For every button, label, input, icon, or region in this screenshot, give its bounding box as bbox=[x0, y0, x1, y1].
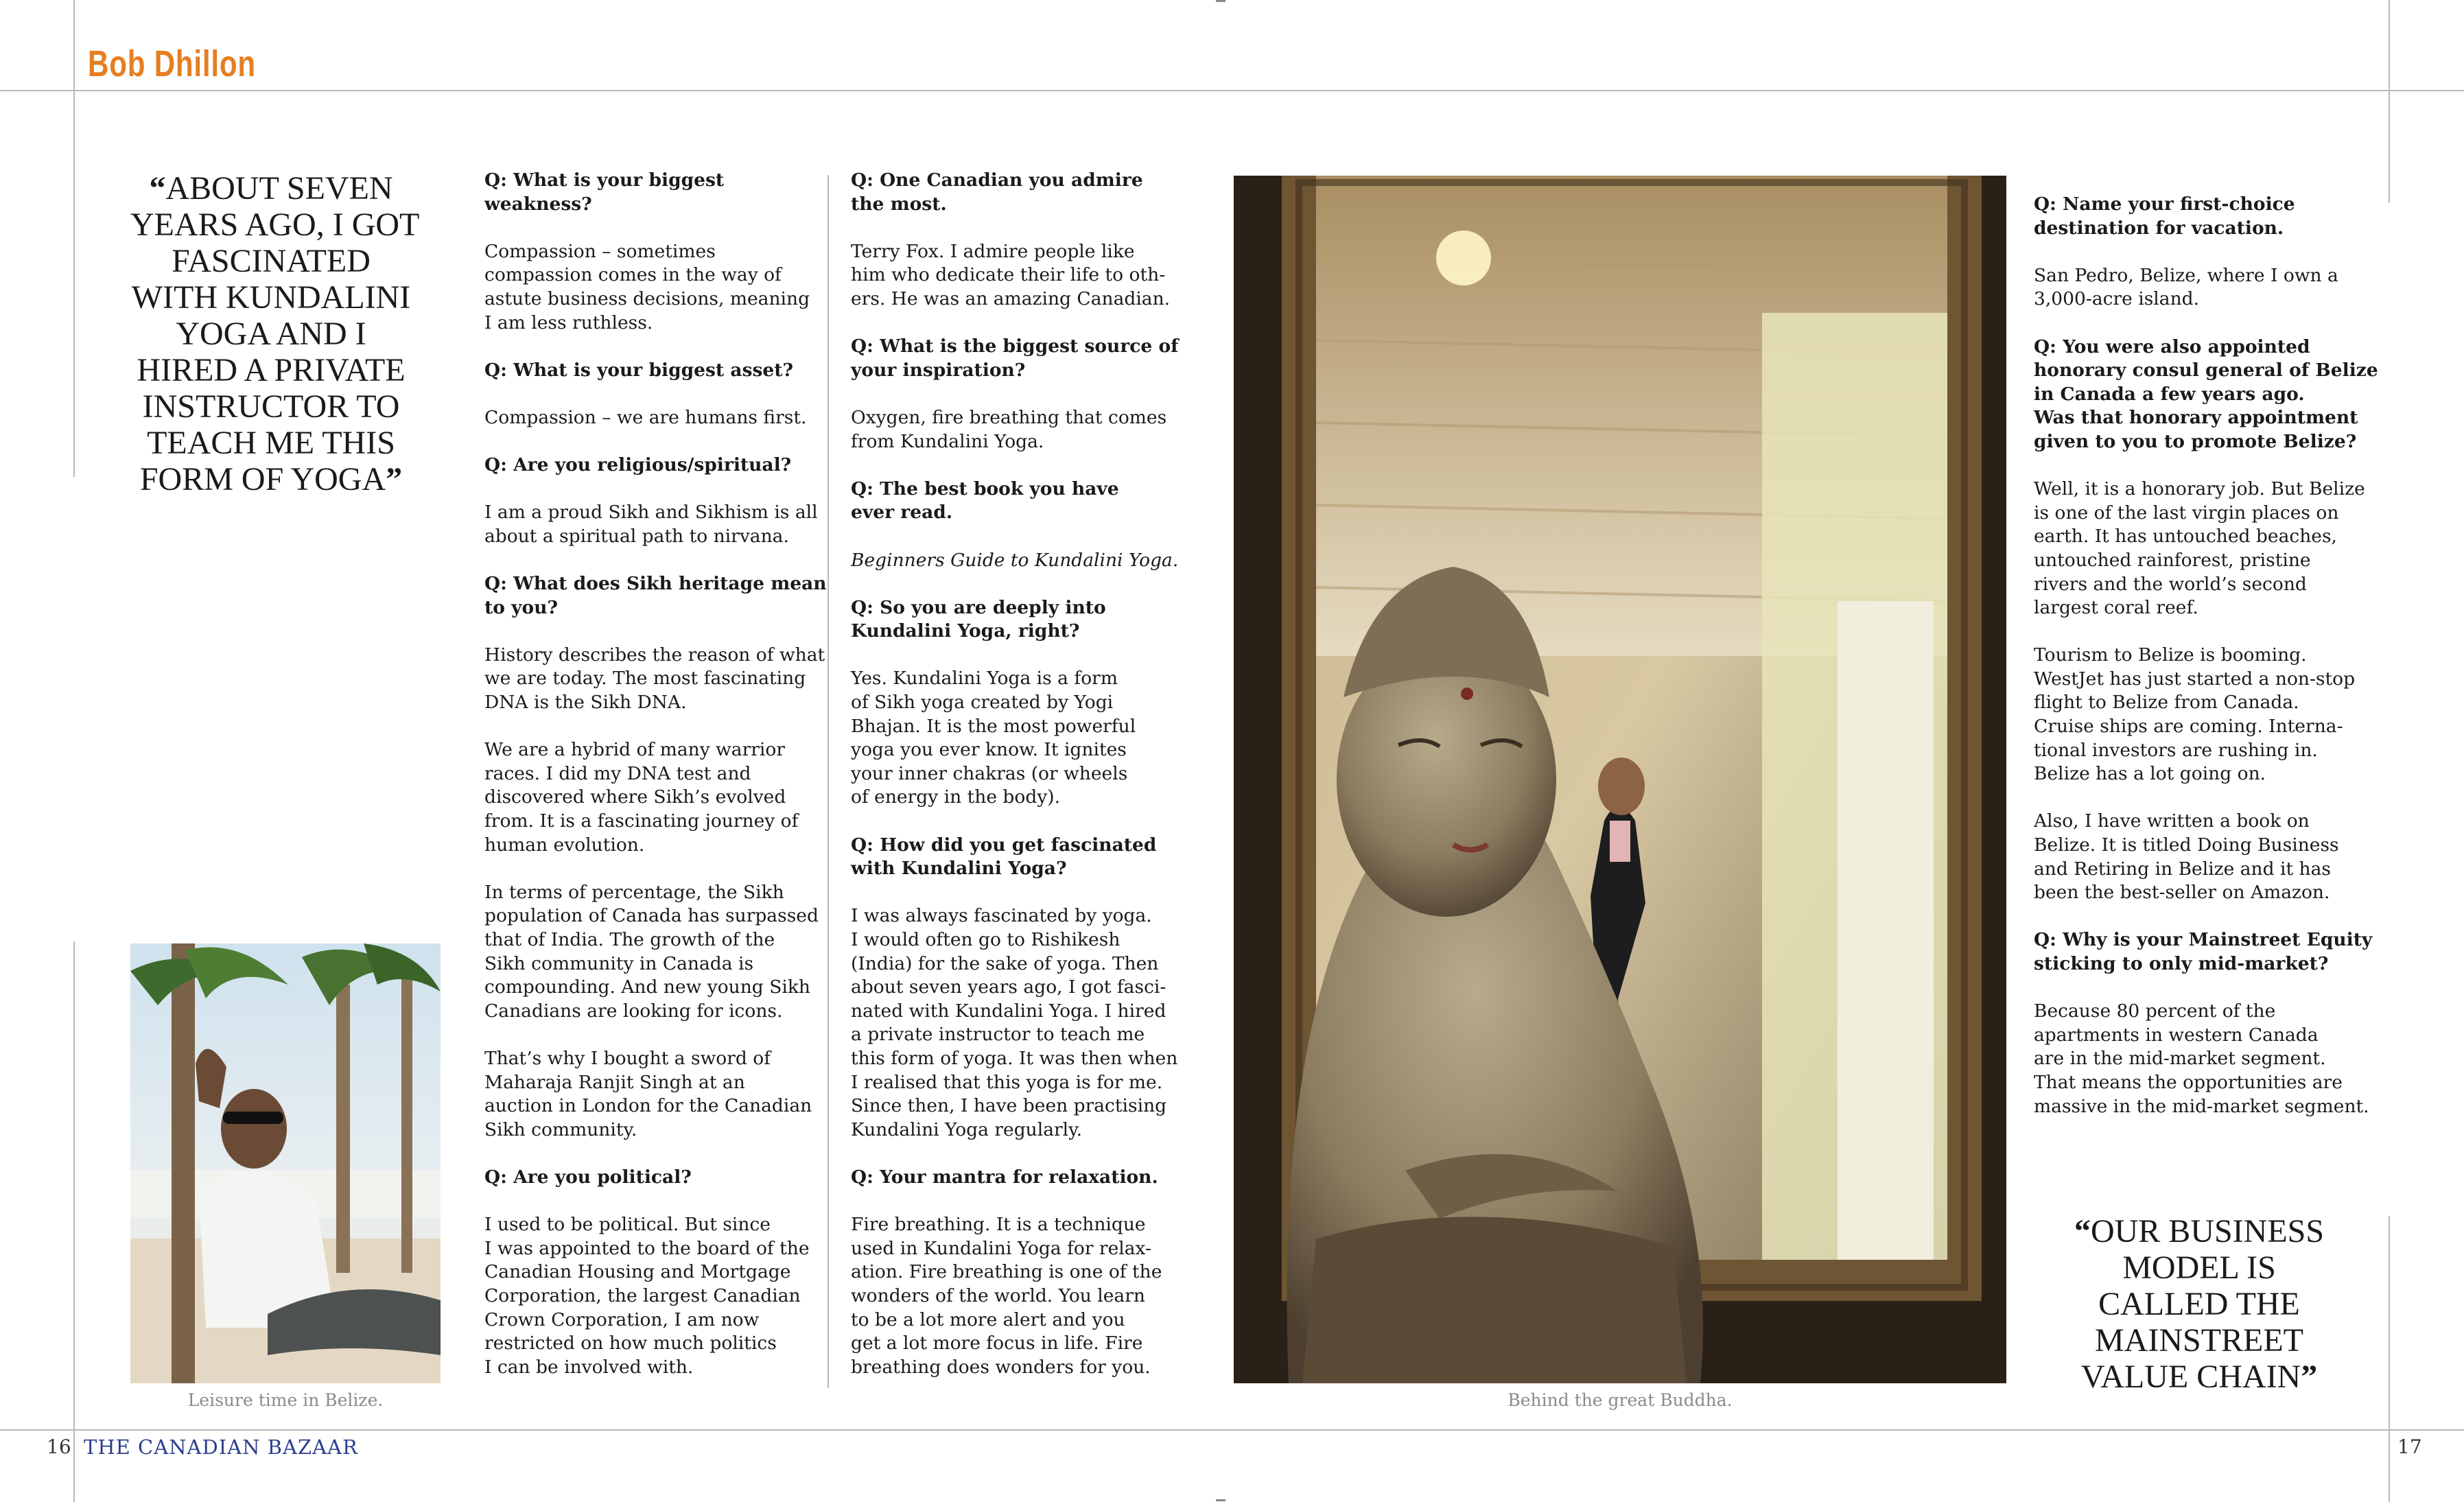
text-line: Q: You were also appointed bbox=[2034, 336, 2310, 357]
text-line: Well, it is a honorary job. But Belize bbox=[2034, 478, 2365, 500]
answer bbox=[484, 406, 821, 430]
text-line: breathing does wonders for you. bbox=[851, 1356, 1151, 1378]
text-line: discovered where Sikh’s evolved bbox=[484, 786, 786, 808]
text-line: of Sikh yoga created by Yogi bbox=[851, 692, 1114, 714]
pull-quote-line: FASCINATED bbox=[172, 243, 371, 279]
text-line: human evolution. bbox=[484, 834, 645, 856]
pull-quote-line: HIRED A PRIVATE bbox=[137, 352, 406, 388]
text-line: Also, I have written a book on bbox=[2034, 810, 2310, 832]
text-line: untouched rainforest, pristine bbox=[2034, 549, 2311, 571]
text-line: get a lot more focus in life. Fire bbox=[851, 1333, 1143, 1354]
right-margin-rule-bottom bbox=[2389, 1216, 2390, 1502]
answer bbox=[484, 644, 825, 715]
answer bbox=[2034, 644, 2377, 786]
text-line: population of Canada has surpassed bbox=[484, 905, 819, 927]
text-line: That means the opportunities are bbox=[2034, 1071, 2343, 1093]
text-line: about seven years ago, I got fasci- bbox=[851, 976, 1166, 998]
text-line: Q: How did you get fascinated bbox=[851, 834, 1157, 856]
pull-quote-text: ABOUT SEVEN bbox=[165, 170, 393, 207]
text-line: Since then, I have been practising bbox=[851, 1095, 1167, 1117]
question bbox=[2034, 336, 2377, 454]
text-line: Tourism to Belize is booming. bbox=[2034, 644, 2307, 666]
text-line: Belize has a lot going on. bbox=[2034, 763, 2266, 785]
question bbox=[851, 596, 1173, 644]
left-margin-rule-bottom bbox=[73, 941, 75, 1502]
question bbox=[851, 335, 1179, 382]
article-column-3 bbox=[2034, 193, 2377, 1142]
text-line: that of India. The growth of the bbox=[484, 929, 775, 950]
text-line: I was appointed to the board of the bbox=[484, 1237, 810, 1259]
pull-quote-text: VALUE CHAIN bbox=[2080, 1359, 2301, 1395]
text-line: Q: Are you political? bbox=[484, 1166, 692, 1188]
buddha-photo bbox=[1234, 176, 2006, 1383]
pull-quote-line: CALLED THE bbox=[2098, 1286, 2300, 1322]
text-line: to be a lot more alert and you bbox=[851, 1309, 1125, 1330]
text-line: Canadian Housing and Mortgage bbox=[484, 1261, 791, 1283]
text-line: Sikh community. bbox=[484, 1118, 637, 1140]
text-line: 3,000-acre island. bbox=[2034, 288, 2200, 310]
text-line: Q: What is your biggest bbox=[484, 169, 725, 191]
text-line: Q: Are you religious/spiritual? bbox=[484, 454, 792, 476]
text-line: with Kundalini Yoga? bbox=[851, 858, 1067, 880]
text-line: Kundalini Yoga regularly. bbox=[851, 1118, 1083, 1140]
text-line: I realised that this yoga is for me. bbox=[851, 1071, 1163, 1093]
text-line: to you? bbox=[484, 596, 559, 618]
text-line: nated with Kundalini Yoga. I hired bbox=[851, 1000, 1166, 1022]
answer bbox=[2034, 1000, 2377, 1118]
pull-quote-text: FORM OF YOGA bbox=[139, 461, 386, 497]
answer bbox=[484, 501, 821, 548]
text-line: WestJet has just started a non-stop bbox=[2034, 668, 2356, 690]
text-line: auction in London for the Canadian bbox=[484, 1095, 812, 1117]
text-line: Q: The best book you have bbox=[851, 478, 1119, 500]
text-line: races. I did my DNA test and bbox=[484, 762, 751, 784]
text-line: Sikh community in Canada is bbox=[484, 952, 754, 974]
belize-photo bbox=[130, 943, 441, 1383]
text-line: That’s why I bought a sword of bbox=[484, 1047, 771, 1069]
pull-quote-line: MAINSTREET bbox=[2095, 1322, 2303, 1359]
page-title: Bob Dhillon bbox=[88, 43, 256, 84]
text-line: earth. It has untouched beaches, bbox=[2034, 526, 2337, 548]
text-line: Cruise ships are coming. Interna- bbox=[2034, 716, 2343, 738]
question bbox=[2034, 928, 2377, 976]
text-line: tional investors are rushing in. bbox=[2034, 739, 2318, 761]
right-page-number: 17 bbox=[2397, 1435, 2422, 1458]
text-line: compounding. And new young Sikh bbox=[484, 976, 810, 998]
answer bbox=[2034, 264, 2377, 312]
text-line: Canadians are looking for icons. bbox=[484, 1000, 783, 1022]
text-line: San Pedro, Belize, where I own a bbox=[2034, 264, 2338, 286]
buddha-photo-caption: Behind the great Buddha. bbox=[1507, 1390, 1733, 1410]
text-line: in Canada a few years ago. bbox=[2034, 383, 2305, 405]
text-line: DNA is the Sikh DNA. bbox=[484, 692, 687, 714]
top-center-mark bbox=[1216, 0, 1225, 2]
answer bbox=[851, 549, 1179, 573]
text-line: apartments in western Canada bbox=[2034, 1024, 2319, 1046]
text-line: your inspiration? bbox=[851, 359, 1026, 381]
bottom-center-mark bbox=[1216, 1499, 1225, 1501]
question bbox=[484, 454, 821, 478]
text-line: largest coral reef. bbox=[2034, 597, 2198, 619]
text-line: Q: Name your first-choice bbox=[2034, 193, 2295, 215]
text-line: this form of yoga. It was then when bbox=[851, 1047, 1178, 1069]
text-line: I was always fascinated by yoga. bbox=[851, 905, 1152, 927]
open-quote-mark: “ bbox=[149, 170, 166, 207]
text-line: Q: One Canadian you admire bbox=[851, 169, 1143, 191]
text-line: weakness? bbox=[484, 193, 592, 215]
text-line: I am less ruthless. bbox=[484, 312, 653, 333]
pull-quote-line: MODEL IS bbox=[2122, 1249, 2276, 1286]
close-quote-mark: ” bbox=[2301, 1359, 2318, 1395]
belize-photo-caption: Leisure time in Belize. bbox=[187, 1390, 384, 1410]
pull-quote-line: WITH KUNDALINI bbox=[131, 279, 411, 316]
answer bbox=[851, 904, 1178, 1142]
text-line: sticking to only mid-market? bbox=[2034, 953, 2329, 974]
text-line: Compassion – sometimes bbox=[484, 240, 716, 262]
text-line: Because 80 percent of the bbox=[2034, 1000, 2276, 1022]
question bbox=[851, 169, 1173, 216]
left-margin-rule-top bbox=[73, 0, 75, 477]
belize-photo-image bbox=[130, 943, 441, 1383]
open-quote-mark: “ bbox=[2074, 1213, 2091, 1249]
pull-quote-line: YOGA AND I bbox=[176, 316, 366, 352]
answer bbox=[851, 240, 1173, 312]
question bbox=[851, 834, 1173, 881]
text-line: I am a proud Sikh and Sikhism is all bbox=[484, 502, 818, 524]
text-line: flight to Belize from Canada. bbox=[2034, 692, 2299, 714]
left-page-number: 16 bbox=[47, 1435, 71, 1458]
article-column-1 bbox=[484, 169, 827, 1403]
header-rule bbox=[0, 90, 2464, 91]
right-margin-rule-top bbox=[2389, 0, 2390, 203]
text-line: Q: So you are deeply into bbox=[851, 596, 1106, 618]
text-line: Kundalini Yoga, right? bbox=[851, 620, 1080, 642]
text-line: him who dedicate their life to oth- bbox=[851, 264, 1166, 286]
answer bbox=[484, 738, 821, 857]
text-line: the most. bbox=[851, 193, 947, 215]
question bbox=[2034, 193, 2377, 240]
text-line: Was that honorary appointment bbox=[2034, 407, 2358, 429]
question bbox=[484, 572, 827, 620]
text-line: Q: Your mantra for relaxation. bbox=[851, 1166, 1158, 1188]
text-line: rivers and the world’s second bbox=[2034, 573, 2307, 595]
text-line: History describes the reason of what bbox=[484, 644, 825, 666]
buddha-photo-image bbox=[1234, 176, 2006, 1383]
answer bbox=[2034, 478, 2377, 620]
text-line: ever read. bbox=[851, 502, 953, 524]
text-line: yoga you ever know. It ignites bbox=[851, 739, 1127, 761]
text-line: Belize. It is titled Doing Business bbox=[2034, 834, 2339, 856]
text-line: been the best-seller on Amazon. bbox=[2034, 882, 2330, 904]
question bbox=[484, 169, 821, 216]
text-line: ation. Fire breathing is one of the bbox=[851, 1261, 1162, 1283]
text-line: Corporation, the largest Canadian bbox=[484, 1284, 801, 1306]
question bbox=[851, 1166, 1173, 1190]
pull-quote-line bbox=[130, 461, 412, 497]
text-line: your inner chakras (or wheels bbox=[851, 762, 1128, 784]
text-line: Bhajan. It is the most powerful bbox=[851, 715, 1136, 737]
text-line: Fire breathing. It is a technique bbox=[851, 1214, 1146, 1236]
answer bbox=[851, 1213, 1173, 1379]
text-line: Yes. Kundalini Yoga is a form bbox=[851, 668, 1118, 690]
text-line: I used to be political. But since bbox=[484, 1214, 771, 1236]
answer bbox=[484, 1213, 821, 1379]
answer bbox=[484, 1047, 821, 1142]
answer bbox=[484, 240, 821, 335]
text-line: I can be involved with. bbox=[484, 1356, 694, 1378]
text-line: we are today. The most fascinating bbox=[484, 668, 806, 690]
answer bbox=[2034, 810, 2377, 904]
column-divider bbox=[828, 175, 829, 1388]
question bbox=[851, 478, 1173, 525]
text-line: Maharaja Ranjit Singh at an bbox=[484, 1071, 745, 1093]
text-line: Crown Corporation, I am now bbox=[484, 1309, 760, 1330]
text-line: of energy in the body). bbox=[851, 786, 1061, 808]
text-line: Compassion – we are humans first. bbox=[484, 406, 807, 428]
book-title: Beginners Guide to Kundalini Yoga. bbox=[851, 549, 1179, 571]
text-line: destination for vacation. bbox=[2034, 217, 2284, 239]
pull-quote-text: OUR BUSINESS bbox=[2090, 1213, 2325, 1249]
text-line: used in Kundalini Yoga for relax- bbox=[851, 1237, 1151, 1259]
pull-quote-line bbox=[130, 170, 412, 207]
text-line: Q: Why is your Mainstreet Equity bbox=[2034, 929, 2373, 951]
text-line: a private instructor to teach me bbox=[851, 1024, 1145, 1046]
text-line: wonders of the world. You learn bbox=[851, 1284, 1145, 1306]
answer bbox=[484, 881, 821, 1024]
text-line: astute business decisions, meaning bbox=[484, 288, 810, 309]
pull-quote-line: YEARS AGO, I GOT bbox=[130, 207, 420, 243]
article-column-2 bbox=[851, 169, 1179, 1403]
text-line: honorary consul general of Belize bbox=[2034, 360, 2378, 382]
footer-rule bbox=[0, 1429, 2464, 1431]
text-line: In terms of percentage, the Sikh bbox=[484, 881, 784, 903]
text-line: We are a hybrid of many warrior bbox=[484, 739, 786, 761]
text-line: are in the mid-market segment. bbox=[2034, 1048, 2326, 1070]
text-line: massive in the mid-market segment. bbox=[2034, 1095, 2369, 1117]
text-line: given to you to promote Belize? bbox=[2034, 430, 2357, 452]
answer bbox=[851, 667, 1173, 810]
text-line: and Retiring in Belize and it has bbox=[2034, 858, 2332, 880]
text-line: restricted on how much politics bbox=[484, 1333, 777, 1354]
text-line: is one of the last virgin places on bbox=[2034, 502, 2339, 524]
text-line: about a spiritual path to nirvana. bbox=[484, 525, 789, 547]
text-line: I would often go to Rishikesh bbox=[851, 929, 1120, 950]
pull-quote-right bbox=[2058, 1213, 2340, 1395]
pull-quote-line: INSTRUCTOR TO bbox=[142, 388, 400, 425]
pull-quote-line bbox=[2058, 1213, 2340, 1249]
pull-quote-line: TEACH ME THIS bbox=[147, 425, 395, 461]
text-line: Q: What does Sikh heritage mean bbox=[484, 573, 827, 595]
text-line: from. It is a fascinating journey of bbox=[484, 810, 799, 832]
magazine-name: THE CANADIAN BAZAAR bbox=[84, 1435, 358, 1459]
text-line: Q: What is the biggest source of bbox=[851, 336, 1179, 357]
pull-quote-line bbox=[2058, 1359, 2340, 1395]
text-line: (India) for the sake of yoga. Then bbox=[851, 952, 1159, 974]
pull-quote-left bbox=[130, 170, 420, 497]
answer bbox=[851, 406, 1173, 454]
close-quote-mark: ” bbox=[386, 461, 403, 497]
text-line: ers. He was an amazing Canadian. bbox=[851, 288, 1171, 309]
question bbox=[484, 1166, 821, 1190]
text-line: Terry Fox. I admire people like bbox=[851, 240, 1135, 262]
question bbox=[484, 359, 821, 383]
text-line: Oxygen, fire breathing that comes bbox=[851, 406, 1167, 428]
text-line: from Kundalini Yoga. bbox=[851, 430, 1044, 452]
text-line: Q: What is your biggest asset? bbox=[484, 359, 794, 381]
text-line: compassion comes in the way of bbox=[484, 264, 782, 286]
